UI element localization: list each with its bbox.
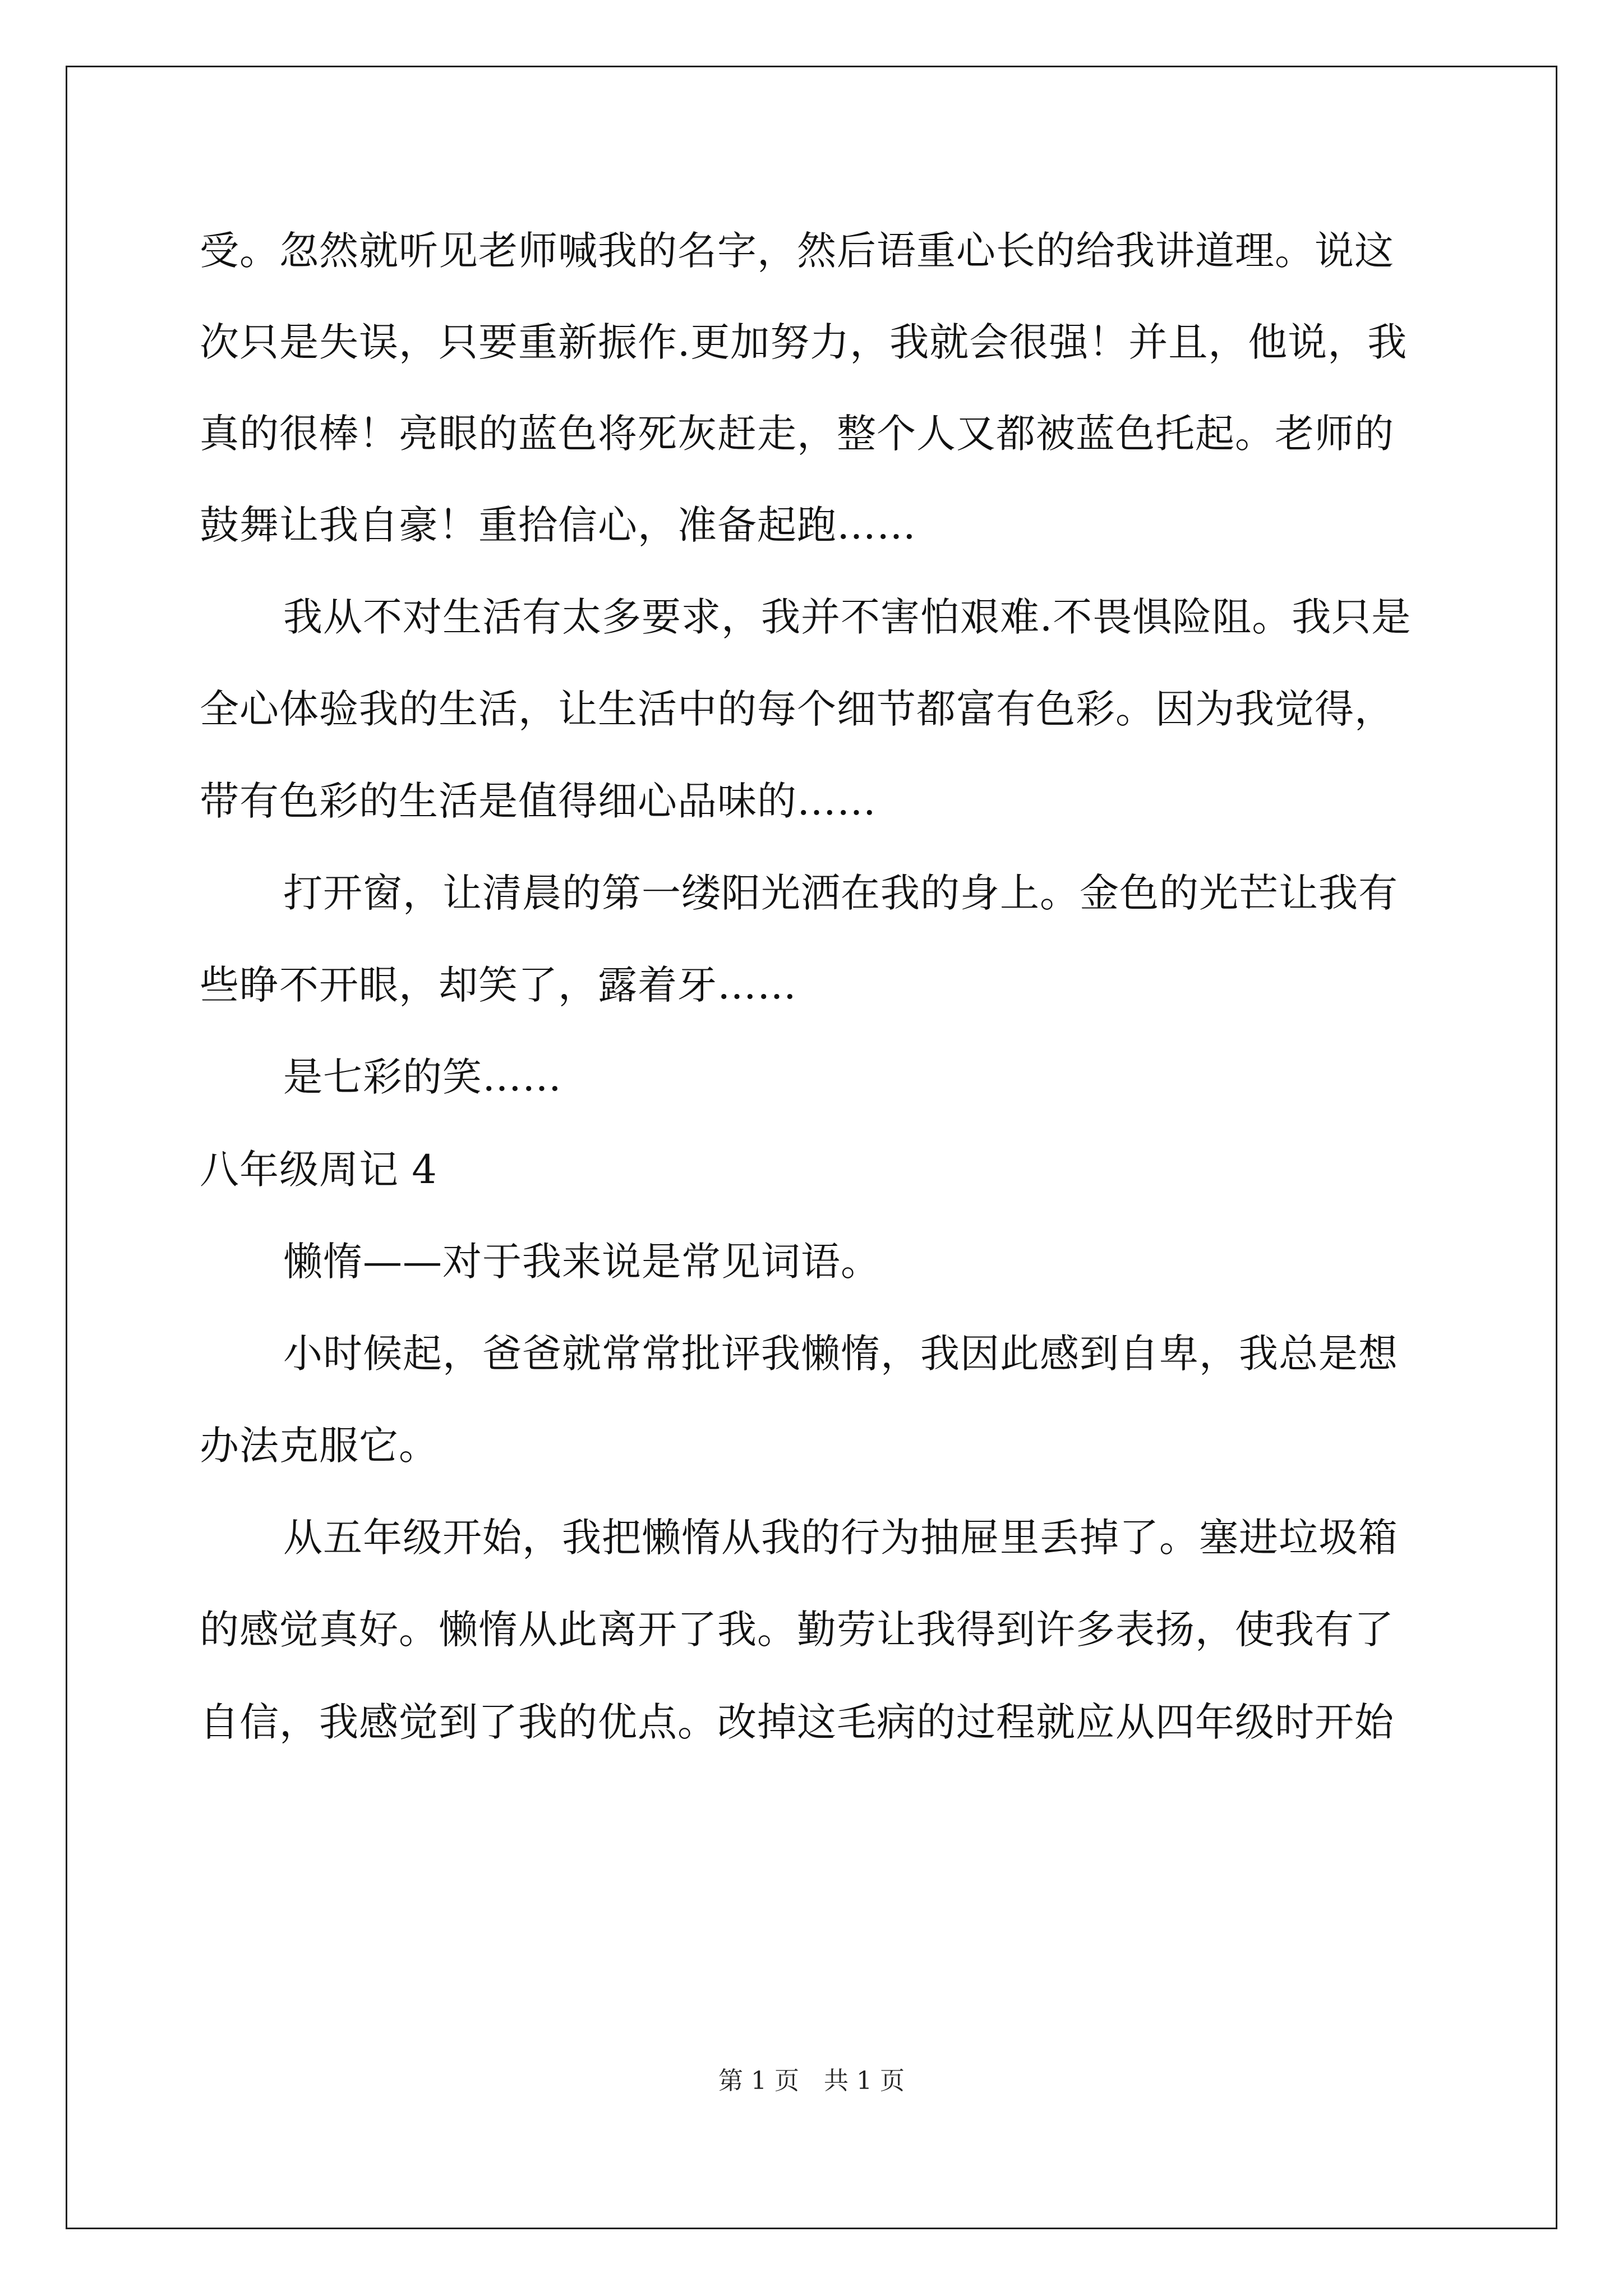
paragraph-line: 懒惰——对于我来说是常见词语。 [283,1239,880,1285]
page-footer: 第 1 页 共 1 页 [718,2067,905,2095]
paragraph-line: 鼓舞让我自豪！重拾信心，准备起跑…… [200,502,916,548]
paragraph-line: 小时候起，爸爸就常常批评我懒惰，我因此感到自卑，我总是想 [283,1331,1398,1377]
paragraph-line: 真的很棒！亮眼的蓝色将死灰赶走，整个人又都被蓝色托起。老师的 [200,411,1394,457]
paragraph-line: 些睁不开眼，却笑了，露着牙…… [200,962,797,1008]
paragraph-line: 从五年级开始，我把懒惰从我的行为抽屉里丢掉了。塞进垃圾箱 [283,1515,1398,1561]
section-heading: 八年级周记 4 [200,1147,437,1193]
paragraph-line: 带有色彩的生活是值得细心品味的…… [200,778,877,824]
paragraph-line: 次只是失误，只要重新振作.更加努力，我就会很强！并且，他说，我 [200,319,1408,365]
paragraph-line: 打开窗，让清晨的第一缕阳光洒在我的身上。金色的光芒让我有 [283,870,1398,916]
paragraph-line: 自信，我感觉到了我的优点。改掉这毛病的过程就应从四年级时开始 [200,1699,1394,1745]
paragraph-line: 全心体验我的生活，让生活中的每个细节都富有色彩。因为我觉得， [200,686,1394,732]
paragraph-line: 办法克服它。 [200,1423,439,1469]
paragraph-line: 我从不对生活有太多要求，我并不害怕艰难.不畏惧险阻。我只是 [283,594,1412,640]
paragraph-line: 是七彩的笑…… [283,1054,562,1100]
paragraph-line: 受。忽然就听见老师喊我的名字，然后语重心长的给我讲道理。说这 [200,228,1394,274]
paragraph-line: 的感觉真好。懒惰从此离开了我。勤劳让我得到许多表扬，使我有了 [200,1607,1394,1653]
